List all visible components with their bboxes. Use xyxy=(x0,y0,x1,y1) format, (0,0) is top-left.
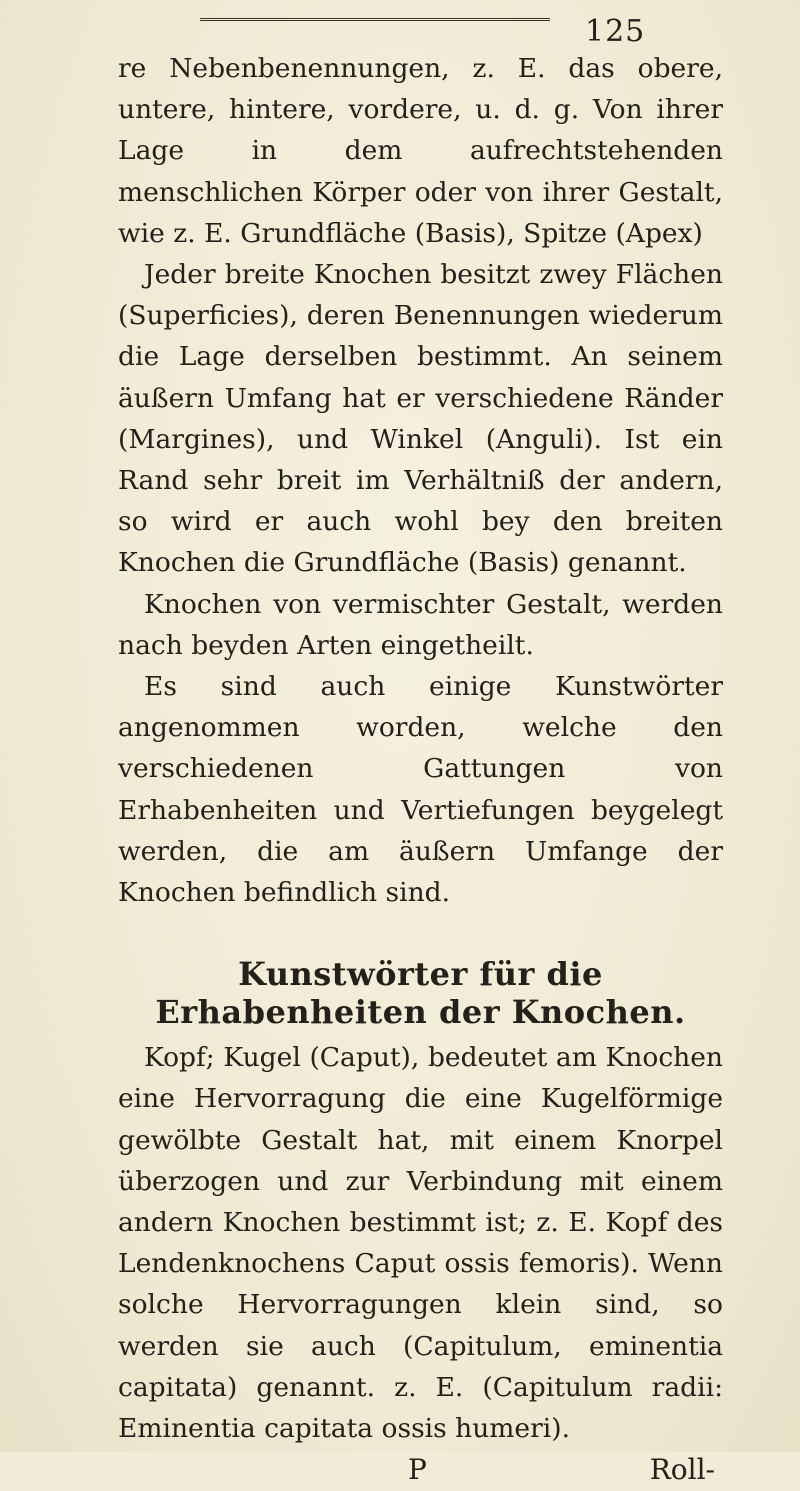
paragraph-5: Kopf; Kugel (Caput), bedeutet am Knochen eine Hervorragung die eine Kugelförmige gewölbte Gestalt hat, mit einem Knorpel überzogen und zur Verbindung mit einem andern Knochen bestimmt ist; z. E. Kopf des Lendenknochens Caput ossis femoris). Wenn solche Hervorragungen klein sind, so werden sie auch (Capitulum, eminentia capitata) genannt. z. E. (Capitulum radii: Eminentia capitata ossis humeri). xyxy=(118,1042,723,1445)
paragraph-3: Knochen von vermischter Gestalt, werden nach beyden Arten eingetheilt. xyxy=(118,588,723,661)
section-heading: Kunstwörter für die Erhabenheiten der Knochen. xyxy=(155,955,686,1032)
header-rule xyxy=(200,18,550,21)
body-text xyxy=(118,48,723,1485)
paragraph-1: re Nebenbenennungen, z. E. das obere, untere, hintere, vordere, u. d. g. Von ihrer Lage in dem aufrechtstehenden menschlichen Körper oder von ihrer Gestalt, wie z. E. Grundfläche (Basis), Spitze (Apex) xyxy=(118,53,723,249)
page-number: 125 xyxy=(585,14,646,49)
signature-mark: P xyxy=(408,1453,427,1487)
paragraph-4: Es sind auch einige Kunstwörter angenommen worden, welche den verschiedenen Gattungen von Erhabenheiten und Vertiefungen beygelegt werden, die am äußern Umfange der Knochen befindlich sind. xyxy=(118,671,723,909)
paragraph-2: Jeder breite Knochen besitzt zwey Flächen (Superficies), deren Benennungen wiederum die Lage derselben bestimmt. An seinem äußern Umfang hat er verschiedene Ränder (Margines), und Winkel (Anguli). Ist ein Rand sehr breit im Verhältniß der andern, so wird er auch wohl bey den breiten Knochen die Grundfläche (Basis) genannt. xyxy=(118,259,723,579)
catchword: Roll- xyxy=(649,1453,715,1487)
page-footer xyxy=(118,1449,723,1485)
